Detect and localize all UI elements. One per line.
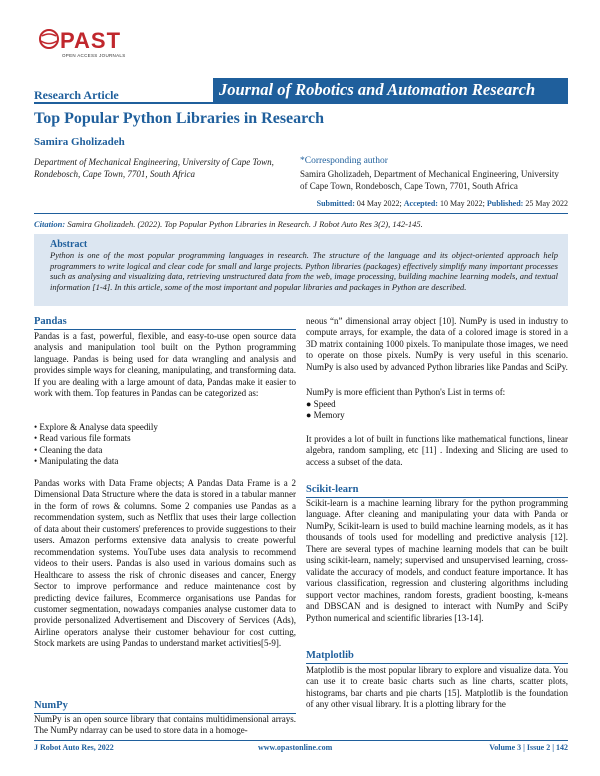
logo-text: PAST: [60, 28, 122, 53]
list-item: ● Memory: [306, 410, 345, 421]
sklearn-heading: Scikit-learn: [306, 484, 359, 495]
accepted-date: 10 May 2022;: [439, 199, 485, 208]
numpy-paragraph-3: It provides a lot of built in functions like mathematical functions, linear algebra, random sampling, etc [11] . Indexing and Slicing are used to access a subset of the data.: [306, 434, 568, 467]
pandas-heading: Pandas: [34, 316, 67, 327]
matplotlib-paragraph-1: Matplotlib is the most popular library to explore and visualize data. You can use it to create basic charts such as line charts, scatter plots, histograms, bar charts and pie charts [15]. Matplotlib is the foundation of any other visual library. It is a plotting library for the: [306, 665, 568, 710]
corresponding-text: Samira Gholizadeh, Department of Mechanical Engineering, University of Cape Town, Rondebosch, Cape Town, 7701, South Africa: [300, 169, 559, 191]
accepted-label: Accepted:: [403, 199, 438, 208]
footer-volume: Volume 3 | Issue 2 | 142: [489, 743, 568, 752]
matplotlib-heading-rule: [306, 663, 568, 664]
author-affiliation: Department of Mechanical Engineering, University of Cape Town, Rondebosch, Cape Town, 7701, South Africa: [34, 157, 274, 179]
citation-text: Samira Gholizadeh. (2022). Top Popular Python Libraries in Research. J Robot Auto Res 3(2), 142-145.: [67, 219, 423, 229]
submitted-date: 04 May 2022;: [356, 199, 402, 208]
published-label: Published:: [486, 199, 524, 208]
sklearn-paragraph-1: Scikit-learn is a machine learning library for the python programming language. After cleaning and manipulating your data with Panda or NumPy, Scikit-learn is used to build machine learning models, as it has thousands of tools used for modelling and predictive analysis [12]. There are several types of machine learning models that can be built using scikit-learn, namely; supervised and unsupervised learning, cross-validate the accuracy of models, and conduct feature importance. It has various classification, regression and clustering algorithms including support vector machines, random forests, gradient boosting, k-means and DBSCAN and is designed to interact with NumPy and SciPy Python numerical and scientific libraries [13-14].: [306, 498, 568, 623]
numpy-efficiency-list: [306, 399, 568, 422]
numpy-heading: NumPy: [34, 700, 68, 711]
logo-subtext: OPEN ACCESS JOURNALS: [62, 53, 126, 58]
author-name: Samira Gholizadeh: [34, 136, 125, 148]
list-item: • Cleaning the data: [34, 444, 103, 455]
journal-title: Journal of Robotics and Automation Research: [219, 80, 536, 99]
globe-icon: [38, 28, 60, 50]
corresponding-label: *Corresponding author: [300, 156, 388, 166]
submitted-label: Submitted:: [316, 199, 355, 208]
header-divider: [34, 102, 568, 104]
list-item: • Explore & Analyse data speedily: [34, 422, 158, 432]
abstract-heading: Abstract: [50, 239, 88, 250]
list-item: • Read various file formats: [34, 433, 131, 444]
abstract-text: Python is one of the most popular programming languages in research. The structure of the language and its object-oriented approach help programmers to write logical and clear code for small and large projects. Python libraries (packages) effectively simplify many important processes such as analysing and visualizing data, retrieving unstructured data from the web, image processing, building machine learning models, and textual information [1-4]. In this article, some of the most important and popular libraries and packages in Python are described.: [50, 250, 558, 292]
footer-journal: J Robot Auto Res, 2022: [34, 743, 114, 752]
title-divider: [34, 213, 568, 214]
publisher-logo: [38, 26, 138, 74]
pandas-feature-list: [34, 422, 296, 468]
footer-divider: [34, 740, 568, 741]
pandas-heading-rule: [34, 329, 296, 330]
numpy-paragraph-2: NumPy is more efficient than Python's List in terms of:: [306, 387, 506, 397]
published-date: 25 May 2022: [525, 199, 568, 208]
publication-dates: [214, 199, 568, 208]
list-item: ● Speed: [306, 399, 336, 409]
citation: [34, 219, 568, 229]
pandas-paragraph-2: Pandas works with Data Frame objects; A Pandas Data Frame is a 2 Dimensional Data Structure where the data is stored in a tabular manner in the form of rows & columns. Some 2 companies use Pandas as a recommendation system, such as Netflix that uses their large collection of data about their customers' preferences to provide suggestions to their users. Amazon performs extensive data analysis to create powerful recommendation systems. YouTube uses data analysis to recommend videos to their users. Pandas is also used in various domains such as Healthcare to assess the risk of chronic diseases and cancer, Energy Sector to improve performance and reduce maintenance cost by predicting device failures, Ecommerce organisations use Pandas for customer segmentation, nowadays companies analyse customer data to provide personalized Advertisement and Discovery of Services (Ads), Airline operators analyse their customer behaviour for cost cutting, Stock markets are using Pandas to understand market activities[5-9].: [34, 478, 296, 649]
pandas-paragraph-1: Pandas is a fast, powerful, flexible, and easy-to-use open source data analysis and manipulation tool built on the Python programming language. Pandas is being used for data wrangling and analysis and provides simple ways for cleaning, manipulating, and transforming data. If you are dealing with a large amount of data, Pandas make it easier to work with them. Top features in Pandas can be categorized as:: [34, 331, 296, 399]
article-type: Research Article: [34, 88, 119, 102]
numpy-paragraph-1: NumPy is an open source library that contains multidimensional arrays. The NumPy ndarray can be used to store data in a homoge-: [34, 714, 296, 736]
numpy-paragraph-1-continued: neous “n” dimensional array object [10]. NumPy is used in industry to compute arrays, for example, the data of a colored image is stored in a 3D matrix containing 1000 pixels. To manipulate those images, we need to operate on those pixels. NumPy is very useful in this scenario. NumPy is also used by advanced Python libraries like Pandas and SciPy.: [306, 316, 568, 372]
paper-title: Top Popular Python Libraries in Research: [34, 110, 324, 127]
list-item: • Manipulating the data: [34, 456, 119, 467]
matplotlib-heading: Matplotlib: [306, 650, 354, 661]
citation-label: Citation:: [34, 219, 66, 229]
footer-website[interactable]: www.opastonline.com: [258, 743, 333, 752]
